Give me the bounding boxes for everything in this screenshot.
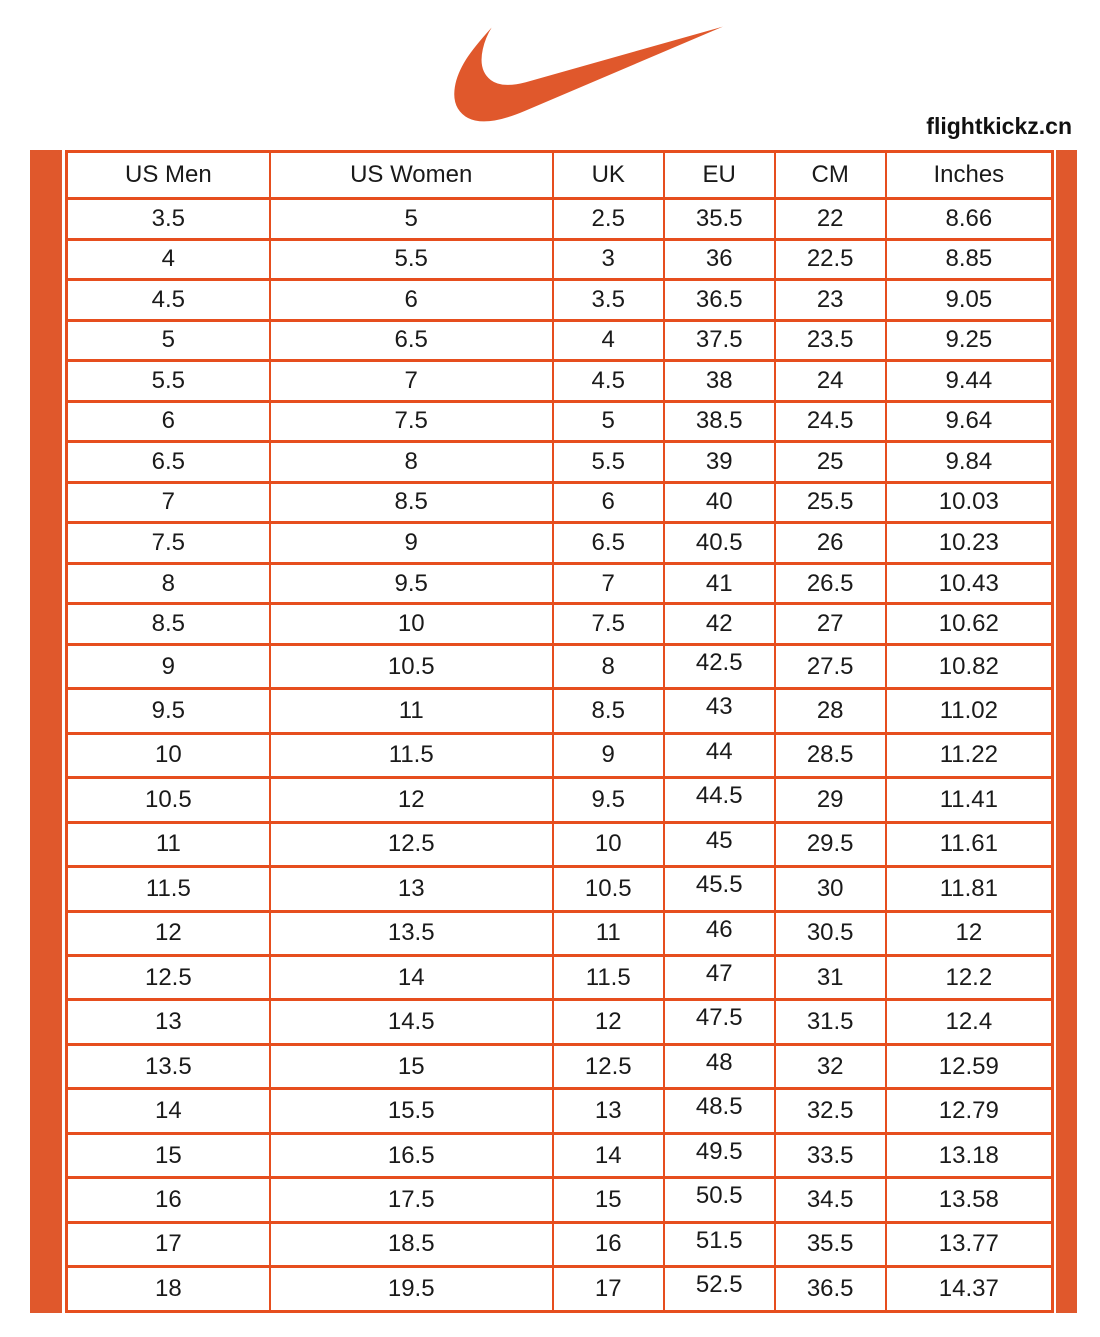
size-cell: 13 bbox=[67, 1000, 270, 1044]
table-row bbox=[67, 689, 1053, 733]
size-cell: 11 bbox=[553, 911, 664, 955]
size-cell: 17.5 bbox=[270, 1178, 553, 1222]
size-cell: 18 bbox=[67, 1267, 270, 1312]
size-cell: 8.85 bbox=[886, 239, 1053, 280]
table-row bbox=[67, 822, 1053, 866]
size-cell: 48.5 bbox=[664, 1089, 775, 1133]
table-row bbox=[67, 778, 1053, 822]
size-cell: 27.5 bbox=[775, 644, 886, 688]
column-header: US Men bbox=[67, 152, 270, 199]
size-cell: 4.5 bbox=[67, 280, 270, 321]
size-cell: 32.5 bbox=[775, 1089, 886, 1133]
size-cell: 42.5 bbox=[664, 644, 775, 688]
size-cell: 5.5 bbox=[553, 442, 664, 483]
site-name: flightkickz.cn bbox=[926, 113, 1072, 139]
size-cell: 38.5 bbox=[664, 401, 775, 442]
size-cell: 16 bbox=[553, 1222, 664, 1266]
size-cell: 47 bbox=[664, 956, 775, 1000]
size-cell: 14 bbox=[553, 1133, 664, 1177]
size-cell: 24.5 bbox=[775, 401, 886, 442]
table-row bbox=[67, 1133, 1053, 1177]
size-cell: 37.5 bbox=[664, 320, 775, 361]
size-cell: 6 bbox=[553, 482, 664, 523]
size-cell: 10 bbox=[270, 604, 553, 645]
size-cell: 44 bbox=[664, 733, 775, 777]
size-cell: 15 bbox=[270, 1044, 553, 1088]
table-row bbox=[67, 563, 1053, 604]
nike-logo bbox=[452, 25, 727, 123]
size-cell: 31 bbox=[775, 956, 886, 1000]
size-cell: 13.77 bbox=[886, 1222, 1053, 1266]
size-conversion-table bbox=[65, 150, 1054, 1313]
size-cell: 7.5 bbox=[67, 523, 270, 564]
table-row bbox=[67, 1267, 1053, 1312]
size-cell: 10.23 bbox=[886, 523, 1053, 564]
size-cell: 45 bbox=[664, 822, 775, 866]
size-cell: 52.5 bbox=[664, 1267, 775, 1312]
size-cell: 35.5 bbox=[775, 1222, 886, 1266]
size-cell: 15.5 bbox=[270, 1089, 553, 1133]
size-cell: 9 bbox=[553, 733, 664, 777]
size-cell: 12.4 bbox=[886, 1000, 1053, 1044]
size-cell: 12.2 bbox=[886, 956, 1053, 1000]
size-cell: 41 bbox=[664, 563, 775, 604]
size-cell: 40.5 bbox=[664, 523, 775, 564]
size-cell: 8 bbox=[67, 563, 270, 604]
size-cell: 13.18 bbox=[886, 1133, 1053, 1177]
size-cell: 5.5 bbox=[67, 361, 270, 402]
size-cell: 39 bbox=[664, 442, 775, 483]
size-cell: 23.5 bbox=[775, 320, 886, 361]
size-cell: 7.5 bbox=[270, 401, 553, 442]
size-cell: 11.5 bbox=[270, 733, 553, 777]
size-cell: 7 bbox=[67, 482, 270, 523]
size-cell: 35.5 bbox=[664, 199, 775, 240]
size-cell: 29.5 bbox=[775, 822, 886, 866]
size-cell: 10 bbox=[553, 822, 664, 866]
size-cell: 10.5 bbox=[270, 644, 553, 688]
size-cell: 12.5 bbox=[553, 1044, 664, 1088]
size-cell: 36.5 bbox=[775, 1267, 886, 1312]
size-cell: 11.41 bbox=[886, 778, 1053, 822]
size-cell: 36.5 bbox=[664, 280, 775, 321]
table-row bbox=[67, 1178, 1053, 1222]
size-cell: 31.5 bbox=[775, 1000, 886, 1044]
size-cell: 15 bbox=[67, 1133, 270, 1177]
size-cell: 9.5 bbox=[270, 563, 553, 604]
size-cell: 44.5 bbox=[664, 778, 775, 822]
size-cell: 30.5 bbox=[775, 911, 886, 955]
size-cell: 50.5 bbox=[664, 1178, 775, 1222]
size-cell: 8 bbox=[270, 442, 553, 483]
size-cell: 11 bbox=[270, 689, 553, 733]
right-accent-bar bbox=[1056, 150, 1077, 1313]
size-cell: 9.25 bbox=[886, 320, 1053, 361]
table-row bbox=[67, 361, 1053, 402]
table-row bbox=[67, 911, 1053, 955]
table-row bbox=[67, 733, 1053, 777]
size-cell: 17 bbox=[67, 1222, 270, 1266]
size-cell: 5 bbox=[270, 199, 553, 240]
size-cell: 22.5 bbox=[775, 239, 886, 280]
size-cell: 10.03 bbox=[886, 482, 1053, 523]
size-cell: 16.5 bbox=[270, 1133, 553, 1177]
table-row bbox=[67, 320, 1053, 361]
size-cell: 6 bbox=[67, 401, 270, 442]
size-cell: 9.84 bbox=[886, 442, 1053, 483]
table-row bbox=[67, 239, 1053, 280]
size-cell: 6.5 bbox=[270, 320, 553, 361]
size-cell: 9 bbox=[270, 523, 553, 564]
size-cell: 28.5 bbox=[775, 733, 886, 777]
size-cell: 43 bbox=[664, 689, 775, 733]
column-header: UK bbox=[553, 152, 664, 199]
size-cell: 42 bbox=[664, 604, 775, 645]
table-header-row bbox=[67, 152, 1053, 199]
size-cell: 12 bbox=[553, 1000, 664, 1044]
size-cell: 26.5 bbox=[775, 563, 886, 604]
size-cell: 49.5 bbox=[664, 1133, 775, 1177]
size-cell: 9 bbox=[67, 644, 270, 688]
size-cell: 10 bbox=[67, 733, 270, 777]
size-cell: 29 bbox=[775, 778, 886, 822]
size-cell: 12.5 bbox=[67, 956, 270, 1000]
size-cell: 28 bbox=[775, 689, 886, 733]
size-cell: 26 bbox=[775, 523, 886, 564]
size-cell: 18.5 bbox=[270, 1222, 553, 1266]
size-cell: 36 bbox=[664, 239, 775, 280]
size-cell: 25.5 bbox=[775, 482, 886, 523]
size-cell: 11.5 bbox=[67, 867, 270, 911]
size-cell: 12 bbox=[886, 911, 1053, 955]
size-cell: 10.43 bbox=[886, 563, 1053, 604]
size-cell: 32 bbox=[775, 1044, 886, 1088]
left-accent-bar bbox=[30, 150, 62, 1313]
size-cell: 4 bbox=[553, 320, 664, 361]
size-cell: 45.5 bbox=[664, 867, 775, 911]
size-cell: 13.5 bbox=[270, 911, 553, 955]
size-cell: 38 bbox=[664, 361, 775, 402]
size-cell: 8.5 bbox=[270, 482, 553, 523]
size-cell: 3.5 bbox=[553, 280, 664, 321]
table-row bbox=[67, 1089, 1053, 1133]
table-row bbox=[67, 867, 1053, 911]
size-cell: 4 bbox=[67, 239, 270, 280]
size-cell: 13.5 bbox=[67, 1044, 270, 1088]
size-cell: 8.5 bbox=[553, 689, 664, 733]
table-row bbox=[67, 1044, 1053, 1088]
nike-swoosh-icon bbox=[452, 25, 727, 123]
size-cell: 27 bbox=[775, 604, 886, 645]
size-cell: 13 bbox=[553, 1089, 664, 1133]
table-row bbox=[67, 604, 1053, 645]
size-cell: 47.5 bbox=[664, 1000, 775, 1044]
table-row bbox=[67, 523, 1053, 564]
table-row bbox=[67, 401, 1053, 442]
table-row bbox=[67, 956, 1053, 1000]
size-cell: 9.05 bbox=[886, 280, 1053, 321]
size-cell: 10.82 bbox=[886, 644, 1053, 688]
table-row bbox=[67, 644, 1053, 688]
size-cell: 6 bbox=[270, 280, 553, 321]
size-cell: 17 bbox=[553, 1267, 664, 1312]
size-cell: 12.79 bbox=[886, 1089, 1053, 1133]
size-chart-frame bbox=[30, 150, 1077, 1313]
size-cell: 6.5 bbox=[553, 523, 664, 564]
size-cell: 16 bbox=[67, 1178, 270, 1222]
size-cell: 22 bbox=[775, 199, 886, 240]
size-cell: 13 bbox=[270, 867, 553, 911]
size-cell: 9.44 bbox=[886, 361, 1053, 402]
table-row bbox=[67, 1000, 1053, 1044]
size-cell: 11.61 bbox=[886, 822, 1053, 866]
size-cell: 8.5 bbox=[67, 604, 270, 645]
size-cell: 25 bbox=[775, 442, 886, 483]
size-cell: 19.5 bbox=[270, 1267, 553, 1312]
size-cell: 7 bbox=[553, 563, 664, 604]
size-cell: 5 bbox=[67, 320, 270, 361]
size-cell: 7.5 bbox=[553, 604, 664, 645]
size-cell: 5 bbox=[553, 401, 664, 442]
size-cell: 11.5 bbox=[553, 956, 664, 1000]
size-cell: 10.5 bbox=[553, 867, 664, 911]
size-cell: 11 bbox=[67, 822, 270, 866]
size-cell: 46 bbox=[664, 911, 775, 955]
size-cell: 12.5 bbox=[270, 822, 553, 866]
size-cell: 3.5 bbox=[67, 199, 270, 240]
table-row bbox=[67, 482, 1053, 523]
column-header: CM bbox=[775, 152, 886, 199]
column-header: Inches bbox=[886, 152, 1053, 199]
size-cell: 14 bbox=[270, 956, 553, 1000]
size-cell: 9.5 bbox=[553, 778, 664, 822]
size-cell: 11.02 bbox=[886, 689, 1053, 733]
size-cell: 10.5 bbox=[67, 778, 270, 822]
column-header: US Women bbox=[270, 152, 553, 199]
size-cell: 13.58 bbox=[886, 1178, 1053, 1222]
size-cell: 11.22 bbox=[886, 733, 1053, 777]
size-cell: 12 bbox=[67, 911, 270, 955]
size-cell: 11.81 bbox=[886, 867, 1053, 911]
size-cell: 2.5 bbox=[553, 199, 664, 240]
size-cell: 40 bbox=[664, 482, 775, 523]
size-cell: 9.64 bbox=[886, 401, 1053, 442]
size-cell: 51.5 bbox=[664, 1222, 775, 1266]
size-cell: 9.5 bbox=[67, 689, 270, 733]
size-cell: 14 bbox=[67, 1089, 270, 1133]
size-cell: 10.62 bbox=[886, 604, 1053, 645]
size-cell: 15 bbox=[553, 1178, 664, 1222]
size-cell: 7 bbox=[270, 361, 553, 402]
size-cell: 33.5 bbox=[775, 1133, 886, 1177]
table-row bbox=[67, 280, 1053, 321]
table-row bbox=[67, 442, 1053, 483]
size-cell: 6.5 bbox=[67, 442, 270, 483]
size-cell: 5.5 bbox=[270, 239, 553, 280]
size-cell: 8.66 bbox=[886, 199, 1053, 240]
table-row bbox=[67, 1222, 1053, 1266]
size-cell: 8 bbox=[553, 644, 664, 688]
size-cell: 12.59 bbox=[886, 1044, 1053, 1088]
size-cell: 23 bbox=[775, 280, 886, 321]
size-cell: 3 bbox=[553, 239, 664, 280]
size-cell: 34.5 bbox=[775, 1178, 886, 1222]
size-cell: 24 bbox=[775, 361, 886, 402]
size-cell: 14.37 bbox=[886, 1267, 1053, 1312]
table-row bbox=[67, 199, 1053, 240]
size-cell: 48 bbox=[664, 1044, 775, 1088]
size-cell: 4.5 bbox=[553, 361, 664, 402]
size-cell: 30 bbox=[775, 867, 886, 911]
column-header: EU bbox=[664, 152, 775, 199]
size-cell: 12 bbox=[270, 778, 553, 822]
size-cell: 14.5 bbox=[270, 1000, 553, 1044]
